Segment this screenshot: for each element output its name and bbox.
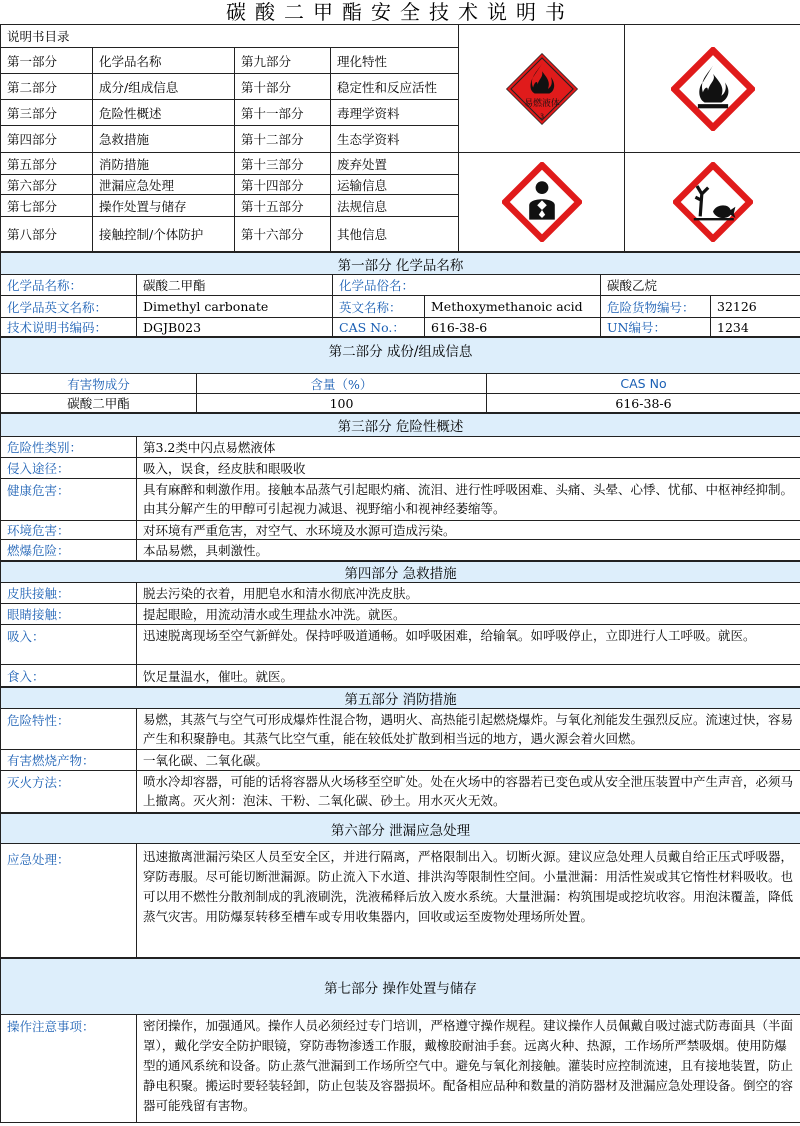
- part7-table: [0, 958, 800, 1123]
- part6-table: [0, 813, 800, 958]
- part1-table: [0, 252, 800, 337]
- environment-pictogram-icon: [673, 162, 753, 242]
- cas-value: 616-38-6: [425, 318, 601, 337]
- hazard-property-text: 易燃，其蒸气与空气可形成爆炸性混合物，遇明火、高热能引起燃烧爆炸。与氧化剂能发生强烈反应。流速过快，容易产生和积聚静电。其蒸气比空气重，能在较低处扩散到相当远的地方，遇火源会着火回燃。: [137, 709, 800, 750]
- toc-cell: 第七部分: [1, 195, 93, 217]
- toc-cell: 急救措施: [93, 126, 235, 153]
- ghs-environment-cell: [625, 153, 800, 252]
- toc-cell: 操作处置与储存: [93, 195, 235, 217]
- fire-explosion-text: 本品易燃，具刺激性。: [137, 540, 800, 561]
- toc-cell: 第三部分: [1, 100, 93, 126]
- un-label: UN编号：: [601, 318, 711, 337]
- toc-cell: 理化特性: [331, 48, 459, 74]
- document-title: 碳酸二甲酯安全技术说明书: [226, 0, 574, 24]
- toc-cell: 毒理学资料: [331, 100, 459, 126]
- toc-cell: 第五部分: [1, 153, 93, 175]
- hazard-label-text: 易燃液体: [523, 98, 560, 109]
- english-alias-label: 英文名称：: [333, 296, 425, 318]
- name-label: 化学品名称：: [1, 275, 137, 296]
- toc-cell: 第十部分: [235, 74, 331, 100]
- toc-cell: 第十三部分: [235, 153, 331, 175]
- toc-cell: 第一部分: [1, 48, 93, 74]
- hazard-class-text: 第3.2类中闪点易燃液体: [137, 437, 800, 458]
- toc-cell: 第十二部分: [235, 126, 331, 153]
- part5-table: [0, 687, 800, 813]
- emergency-handling-label: 应急处理：: [1, 844, 137, 958]
- component-name: 碳酸二甲酯: [1, 394, 197, 413]
- toc-cell: 第十五部分: [235, 195, 331, 217]
- cas-label: CAS No.：: [333, 318, 425, 337]
- emergency-handling-text: 迅速撤离泄漏污染区人员至安全区，并进行隔离，严格限制出入。切断火源。建议应急处理人员戴自给正压式呼吸器，穿防毒服。尽可能切断泄漏源。防止流入下水道、排洪沟等限制性空间。小量泄漏：用活性炭或其它惰性材料吸收。也可以用不燃性分散剂制成的乳液刷洗，洗液稀释后放入废水系统。大量泄漏：构筑围堤或挖坑收容。用泡沫覆盖，降低蒸气灾害。用防爆泵转移至槽车或专用收集器内，回收或运至废物处理场所处置。: [137, 844, 800, 958]
- hazard-property-label: 危险特性：: [1, 709, 137, 750]
- part7-title: 第七部分 操作处置与储存: [1, 959, 800, 1015]
- part3-table: [0, 413, 800, 561]
- ghs-health-cell: [459, 153, 625, 252]
- extinguishing-label: 灭火方法：: [1, 771, 137, 813]
- toc-cell: 废弃处置: [331, 153, 459, 175]
- toc-cell: 法规信息: [331, 195, 459, 217]
- part3-title: 第三部分 危险性概述: [1, 414, 800, 437]
- combustion-products-text: 一氧化碳、二氧化碳。: [137, 750, 800, 771]
- toc-cell: 第十四部分: [235, 175, 331, 195]
- common-name-value: 碳酸乙烷: [601, 275, 800, 296]
- toc-cell: 第二部分: [1, 74, 93, 100]
- handling-notes-label: 操作注意事项：: [1, 1015, 137, 1123]
- english-name-value: Dimethyl carbonate: [137, 296, 333, 318]
- exposure-route-label: 侵入途径：: [1, 458, 137, 479]
- hazard-label-cell: [459, 25, 625, 153]
- component-header: 有害物成分: [1, 374, 197, 394]
- toc-cell: 稳定性和反应活性: [331, 74, 459, 100]
- inhalation-text: 迅速脱离现场至空气新鲜处。保持呼吸道通畅。如呼吸困难，给输氧。如呼吸停止，立即进行人工呼吸。就医。: [137, 625, 800, 665]
- handling-notes-text: 密闭操作，加强通风。操作人员必须经过专门培训，严格遵守操作规程。建议操作人员佩戴自吸过滤式防毒面具（半面罩），戴化学安全防护眼镜，穿防毒物渗透工作服，戴橡胶耐油手套。远离火种、热源，工作场所严禁吸烟。使用防爆型的通风系统和设备。防止蒸气泄漏到工作场所空气中。避免与氧化剂接触。灌装时应控制流速，且有接地装置，防止静电积聚。搬运时要轻装轻卸，防止包装及容器损坏。配备相应品种和数量的消防器材及泄漏应急处理设备。倒空的容器可能残留有害物。: [137, 1015, 800, 1123]
- part4-title: 第四部分 急救措施: [1, 562, 800, 583]
- cas-header: CAS No: [487, 374, 800, 394]
- toc-cell: 第六部分: [1, 175, 93, 195]
- part5-title: 第五部分 消防措施: [1, 688, 800, 709]
- toc-cell: 生态学资料: [331, 126, 459, 153]
- english-alias-value: Methoxymethanoic acid: [425, 296, 601, 318]
- dangerous-goods-label: 危险货物编号：: [601, 296, 711, 318]
- ingestion-label: 食入：: [1, 665, 137, 687]
- un-value: 1234: [711, 318, 800, 337]
- part2-table: [0, 337, 800, 413]
- exposure-route-text: 吸入，误食，经皮肤和眼吸收: [137, 458, 800, 479]
- english-name-label: 化学品英文名称：: [1, 296, 137, 318]
- eye-contact-label: 眼睛接触：: [1, 604, 137, 625]
- name-value: 碳酸二甲酯: [137, 275, 333, 296]
- toc-cell: 其他信息: [331, 217, 459, 252]
- content-header: 含量（%）: [197, 374, 487, 394]
- part2-title: 第二部分 成份/组成信息: [1, 338, 800, 374]
- hazard-class-label: 危险性类别：: [1, 437, 137, 458]
- toc-cell: 第十六部分: [235, 217, 331, 252]
- hazard-label-class: 3: [539, 112, 544, 121]
- doc-code-label: 技术说明书编码：: [1, 318, 137, 337]
- dangerous-goods-value: 32126: [711, 296, 800, 318]
- environment-hazard-text: 对环境有严重危害，对空气、水环境及水源可造成污染。: [137, 521, 800, 540]
- part4-table: [0, 561, 800, 687]
- health-hazard-pictogram-icon: [502, 162, 582, 242]
- toc-cell: 第九部分: [235, 48, 331, 74]
- part6-title: 第六部分 泄漏应急处理: [1, 814, 800, 844]
- toc-cell: 消防措施: [93, 153, 235, 175]
- ghs-flame-cell: [625, 25, 800, 153]
- environment-hazard-label: 环境危害：: [1, 521, 137, 540]
- toc-cell: 泄漏应急处理: [93, 175, 235, 195]
- flammable-diamond-icon: [505, 52, 579, 126]
- doc-code-value: DGJB023: [137, 318, 333, 337]
- part1-title: 第一部分 化学品名称: [1, 253, 800, 275]
- ingestion-text: 饮足量温水，催吐。就医。: [137, 665, 800, 687]
- toc-cell: 第十一部分: [235, 100, 331, 126]
- toc-header: 说明书目录: [1, 25, 459, 48]
- toc-cell: 危险性概述: [93, 100, 235, 126]
- toc-table: [0, 24, 800, 252]
- extinguishing-text: 喷水冷却容器，可能的话将容器从火场移至空旷处。处在火场中的容器若已变色或从安全泄压装置中产生声音，必须马上撤离。灭火剂：泡沫、干粉、二氧化碳、砂土。用水灭火无效。: [137, 771, 800, 813]
- component-cas: 616-38-6: [487, 394, 800, 413]
- eye-contact-text: 提起眼睑，用流动清水或生理盐水冲洗。就医。: [137, 604, 800, 625]
- toc-cell: 成分/组成信息: [93, 74, 235, 100]
- common-name-label: 化学品俗名：: [333, 275, 601, 296]
- health-hazard-label: 健康危害：: [1, 479, 137, 521]
- toc-cell: 第四部分: [1, 126, 93, 153]
- inhalation-label: 吸入：: [1, 625, 137, 665]
- toc-cell: 接触控制/个体防护: [93, 217, 235, 252]
- component-content: 100: [197, 394, 487, 413]
- flame-pictogram-icon: [671, 47, 755, 131]
- toc-cell: 运输信息: [331, 175, 459, 195]
- toc-cell: 第八部分: [1, 217, 93, 252]
- health-hazard-text: 具有麻醉和刺激作用。接触本品蒸气引起眼灼痛、流泪、进行性呼吸困难、头痛、头晕、心悸、忧郁、中枢神经抑制。由其分解产生的甲醇可引起视力减退、视野缩小和视神经萎缩等。: [137, 479, 800, 521]
- toc-cell: 化学品名称: [93, 48, 235, 74]
- skin-contact-label: 皮肤接触：: [1, 583, 137, 604]
- combustion-products-label: 有害燃烧产物：: [1, 750, 137, 771]
- fire-explosion-label: 燃爆危险：: [1, 540, 137, 561]
- skin-contact-text: 脱去污染的衣着，用肥皂水和清水彻底冲洗皮肤。: [137, 583, 800, 604]
